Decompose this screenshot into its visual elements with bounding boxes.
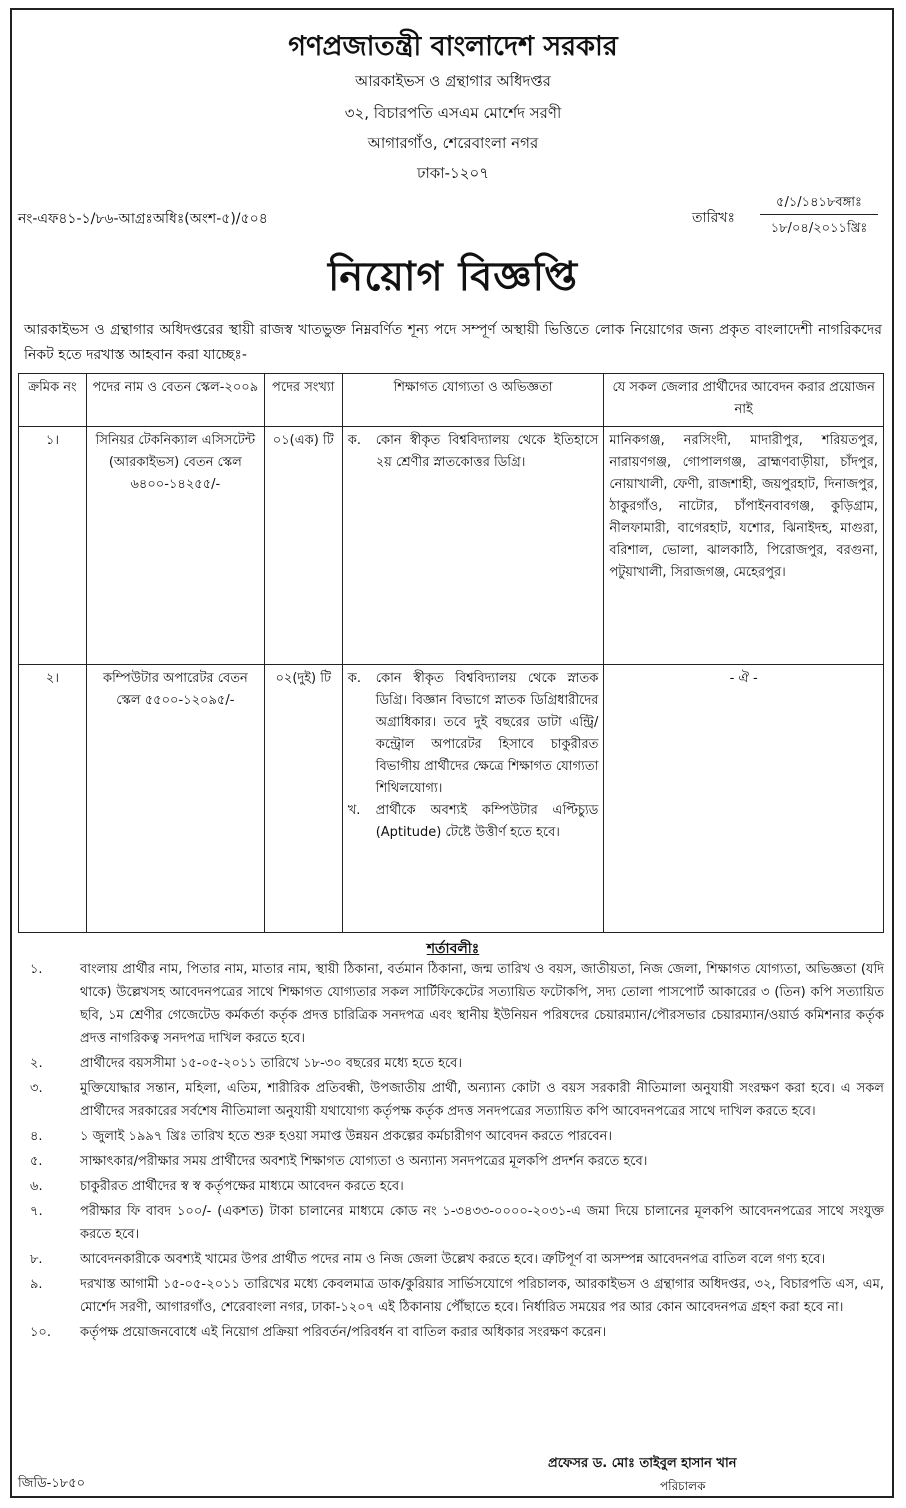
condition-text: বাংলায় প্রার্থীর নাম, পিতার নাম, মাতার নাম, স্থায়ী ঠিকানা, বর্তমান ঠিকানা, জন্ম তারিখ ও বয়স, জাতীয়তা, নিজ জেলা, শিক্ষাগত যোগ্যতা, অভিজ্ঞতা (যদি থাকে) উল্লেখসহ আবেদনপত্রের সাথে শিক্ষাগত যোগ্যতার সকল সার্টিফিকেটের সত্যায়িত ফটোকপি, সদ্য তোলা পাসপোর্ট আকারের ৩ (তিন) কপি সত্যায়িত ছবি, ১ম শ্রেণীর গেজেটেড কর্মকর্তা কর্তৃক প্রদত্ত চারিত্রিক সনদপত্র এবং স্থানীয় ইউনিয়ন পরিষদের চেয়ারম্যান/পৌরসভার চেয়ারম্যান/ওয়ার্ড কমিশনার কর্তৃক প্রদত্ত নাগরিকত্ব সনদপত্র দাখিল করতে হবে। bbox=[80, 962, 884, 1046]
address-line-1: ৩২, বিচারপতি এসএম মোর্শেদ সরণী bbox=[344, 104, 562, 122]
row-post: সিনিয়র টেকনিক্যাল এসিসটেন্ট (আরকাইভস) বেতন স্কেল ৬৪০০-১৪২৫৫/- bbox=[86, 427, 264, 665]
condition-item bbox=[18, 1175, 884, 1198]
condition-text: চাকুরীরত প্রার্থীদের স্ব স্ব কর্তৃপক্ষের মাধ্যমে আবেদন করতে হবে। bbox=[80, 1179, 404, 1194]
table-header-row bbox=[19, 374, 884, 427]
notice-title: নিয়োগ বিজ্ঞপ্তি bbox=[327, 254, 578, 300]
condition-item bbox=[18, 1273, 884, 1319]
condition-item bbox=[18, 1200, 884, 1246]
condition-item bbox=[18, 1125, 884, 1148]
row-post: কম্পিউটার অপারেটর বেতন স্কেল ৫৫০০-১২০৯৫/- bbox=[86, 665, 264, 933]
condition-number: ৩. bbox=[30, 1081, 43, 1096]
header-count: পদের সংখ্যা bbox=[264, 374, 342, 427]
condition-item bbox=[18, 1077, 884, 1123]
condition-number: ৭. bbox=[30, 1204, 43, 1219]
condition-text: দরখাস্ত আগামী ১৫-০৫-২০১১ তারিখের মধ্যে কেবলমাত্র ডাক/কুরিয়ার সার্ভিসযোগে পরিচালক, আরকাইভস ও গ্রন্থাগার অধিদপ্তর, ৩২, বিচারপতি এস, এম, মোর্শেদ সরণী, আগারগাঁও, শেরেবাংলা নগর, ঢাকা-১২০৭ এই ঠিকানায় পৌঁছাতে হবে। নির্ধারিত সময়ের পর আর কোন আবেদনপত্র গ্রহণ করা হবে না। bbox=[80, 1277, 884, 1315]
condition-number: ৫. bbox=[30, 1154, 43, 1169]
row-districts: মানিকগঞ্জ, নরসিংদী, মাদারীপুর, শরিয়তপুর, নারায়ণগঞ্জ, গোপালগঞ্জ, ব্রাহ্মণবাড়ীয়া, চাঁদপুর, নোয়াখালী, ফেণী, রাজশাহী, জয়পুরহাট, দিনাজপুর, ঠাকুরগাঁও, নাটোর, চাঁপাইনবাবগঞ্জ, কুড়িগ্রাম, নীলফামারী, বাগেরহাট, যশোর, ঝিনাইদহ, মাগুরা, বরিশাল, ভোলা, ঝালকাঠি, পিরোজপুর, বরগুনা, পটুয়াখালী, সিরাজগঞ্জ, মেহেরপুর। bbox=[604, 427, 884, 665]
date-bangla: ৫/১/১৪১৮বঙ্গাঃ bbox=[760, 193, 878, 215]
header-districts: যে সকল জেলার প্রার্থীদের আবেদন করার প্রয়োজন নাই bbox=[604, 374, 884, 427]
header-post: পদের নাম ও বেতন স্কেল-২০০৯ bbox=[86, 374, 264, 427]
table-row bbox=[19, 427, 884, 665]
signatory-name: প্রফেসর ড. মোঃ তাইবুল হাসান খান bbox=[548, 1456, 737, 1471]
qualification-item bbox=[348, 800, 599, 844]
row-qualification bbox=[342, 665, 604, 933]
signatory-designation: পরিচালক bbox=[660, 1479, 706, 1493]
reference-code: জিডি-১৮৫০ bbox=[18, 1476, 86, 1491]
condition-number: ৮. bbox=[30, 1252, 43, 1267]
vacancy-table bbox=[18, 373, 884, 933]
condition-item bbox=[18, 1321, 884, 1344]
row-serial: ১। bbox=[19, 427, 87, 665]
qualification-key: ক. bbox=[347, 671, 361, 686]
condition-number: ১০. bbox=[30, 1325, 52, 1340]
condition-number: ৯. bbox=[30, 1277, 43, 1292]
qualification-item bbox=[348, 668, 599, 800]
conditions-title: শর্তাবলীঃ bbox=[426, 941, 480, 957]
row-serial: ২। bbox=[19, 665, 87, 933]
memo-number: নং-এফ৪১-১/৮৬-আগ্রঃঅধিঃ(অংশ-৫)/৫০৪ bbox=[18, 211, 268, 227]
header-serial: ক্রমিক নং bbox=[19, 374, 87, 427]
condition-item bbox=[18, 1150, 884, 1173]
condition-item bbox=[18, 1052, 884, 1075]
qualification-key: খ. bbox=[347, 803, 361, 818]
condition-text: পরীক্ষার ফি বাবদ ১০০/- (একশত) টাকা চালানের মাধ্যমে কোড নং ১-৩৪৩৩-০০০০-২০৩১-এ জমা দিয়ে চালানের মূলকপি আবেদনপত্রের সাথে সংযুক্ত করতে হবে। bbox=[80, 1204, 884, 1242]
table-row bbox=[19, 665, 884, 933]
conditions-list bbox=[18, 958, 884, 1346]
qualification-text: প্রার্থীকে অবশ্যই কম্পিউটার এপ্টিচ্যুড (Aptitude) টেষ্টে উত্তীর্ণ হতে হবে। bbox=[375, 803, 599, 840]
condition-text: আবেদনকারীকে অবশ্যই খামের উপর প্রার্থীত পদের নাম ও নিজ জেলা উল্লেখ করতে হবে। ত্রুটিপূর্ণ বা অসম্পন্ন আবেদনপত্র বাতিল বলে গণ্য হবে। bbox=[80, 1252, 826, 1267]
qualification-text: কোন স্বীকৃত বিশ্ববিদ্যালয় থেকে স্নাতক ডিগ্রি। বিজ্ঞান বিভাগে স্নাতক ডিগ্রিধারীদের অগ্রাধিকার। তবে দুই বছরের ডাটা এন্ট্রি/কন্ট্রোল অপারেটর হিসাবে চাকুরীরত বিভাগীয় প্রার্থীদের ক্ষেত্রে শিক্ষাগত যোগ্যতা শিথিলযোগ্য। bbox=[375, 671, 599, 796]
condition-text: সাক্ষাৎকার/পরীক্ষার সময় প্রার্থীদের অবশ্যই শিক্ষাগত যোগ্যতা ও অন্যান্য সনদপত্রের মূলকপি প্রদর্শন করতে হবে। bbox=[80, 1154, 648, 1169]
condition-number: ৬. bbox=[30, 1179, 43, 1194]
city-line: ঢাকা-১২০৭ bbox=[416, 164, 490, 182]
row-count: ০১(এক) টি bbox=[264, 427, 342, 665]
condition-text: কর্তৃপক্ষ প্রয়োজনবোধে এই নিয়োগ প্রক্রিয়া পরিবর্তন/পরিবর্ধন বা বাতিল করার অধিকার সংরক্ষণ করেন। bbox=[80, 1325, 607, 1340]
qualification-item bbox=[348, 430, 599, 474]
row-count: ০২(দুই) টি bbox=[264, 665, 342, 933]
row-districts: - ঐ - bbox=[604, 665, 884, 933]
condition-text: ১ জুলাই ১৯৯৭ খ্রিঃ তারিখ হতে শুরু হওয়া সমাপ্ত উন্নয়ন প্রকল্পের কর্মচারীগণ আবেদন করতে পারবেন। bbox=[80, 1129, 613, 1144]
qualification-key: ক. bbox=[347, 433, 361, 448]
condition-text: প্রার্থীদের বয়সসীমা ১৫-০৫-২০১১ তারিখে ১৮-৩০ বছরের মধ্যে হতে হবে। bbox=[80, 1056, 463, 1071]
header-qualification: শিক্ষাগত যোগ্যতা ও অভিজ্ঞতা bbox=[342, 374, 604, 427]
date-label: তারিখঃ bbox=[692, 210, 735, 226]
condition-number: ২. bbox=[30, 1056, 43, 1071]
condition-text: মুক্তিযোদ্ধার সন্তান, মহিলা, এতিম, শারীরিক প্রতিবন্ধী, উপজাতীয় প্রার্থী, অন্যান্য কোটা ও বয়স সরকারী নীতিমালা অনুযায়ী সংরক্ষণ করা হবে। এ সকল প্রার্থীদের সরকারের সর্বশেষ নীতিমালা অনুযায়ী যথাযোগ্য কর্তৃপক্ষ কর্তৃক প্রদত্ত সনদপত্রের সত্যায়িত কপি আবেদনপত্রের সাথে দাখিল করতে হবে। bbox=[80, 1081, 884, 1119]
intro-paragraph: আরকাইভস ও গ্রন্থাগার অধিদপ্তরের স্থায়ী রাজস্ব খাতভুক্ত নিম্নবর্ণিত শূন্য পদে সম্পূর্ণ অস্থায়ী ভিত্তিতে লোক নিয়োগের জন্য প্রকৃত বাংলাদেশী নাগরিকদের নিকট হতে দরখাস্ত আহবান করা যাচ্ছেঃ- bbox=[24, 322, 882, 363]
condition-number: ১. bbox=[30, 962, 43, 977]
condition-item bbox=[18, 958, 884, 1050]
row-qualification bbox=[342, 427, 604, 665]
qualification-text: কোন স্বীকৃত বিশ্ববিদ্যালয় থেকে ইতিহাসে ২য় শ্রেণীর স্নাতকোত্তর ডিগ্রি। bbox=[375, 433, 599, 470]
government-heading: গণপ্রজাতন্ত্রী বাংলাদেশ সরকার bbox=[288, 31, 618, 62]
address-line-2: আগারগাঁও, শেরেবাংলা নগর bbox=[367, 134, 539, 152]
condition-number: ৪. bbox=[30, 1129, 43, 1144]
condition-item bbox=[18, 1248, 884, 1271]
date-gregorian: ১৮/০৪/২০১১খ্রিঃ bbox=[770, 221, 868, 236]
department-name: আরকাইভস ও গ্রন্থাগার অধিদপ্তর bbox=[355, 72, 551, 90]
